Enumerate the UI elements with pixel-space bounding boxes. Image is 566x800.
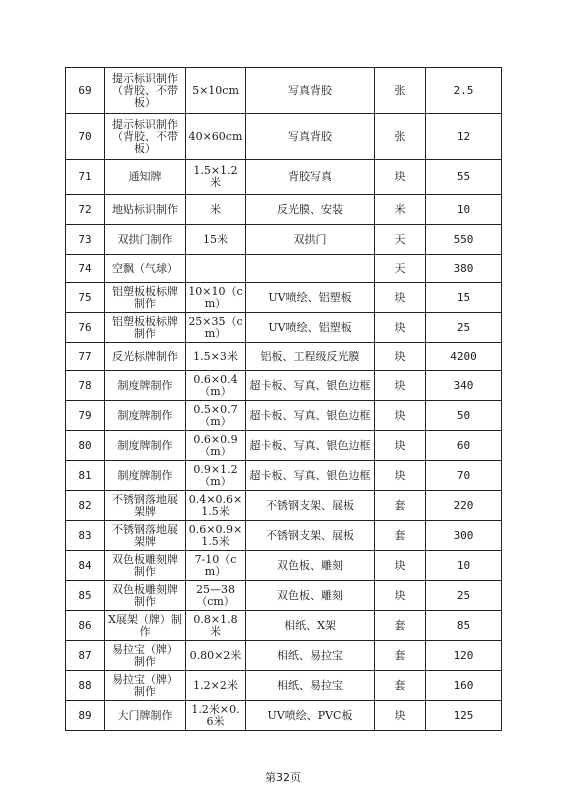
item-unit: 天 [375, 255, 426, 283]
item-spec: 0.4×0.6×1.5米 [186, 491, 246, 521]
item-material: 双色板、雕刻 [246, 581, 375, 611]
item-name: 不锈钢落地展架牌 [105, 491, 186, 521]
price-table-body [66, 68, 502, 731]
item-price: 70 [426, 461, 502, 491]
table-row [66, 491, 502, 521]
item-spec: 25—38（cm） [186, 581, 246, 611]
table-row [66, 581, 502, 611]
table-row [66, 283, 502, 313]
item-price: 2.5 [426, 68, 502, 114]
item-spec: 15米 [186, 225, 246, 255]
item-spec [186, 255, 246, 283]
table-row [66, 431, 502, 461]
row-number: 81 [66, 461, 105, 491]
item-unit: 块 [375, 551, 426, 581]
item-price: 55 [426, 160, 502, 195]
item-unit: 张 [375, 114, 426, 160]
table-row [66, 521, 502, 551]
item-material: 反光膜、安装 [246, 195, 375, 225]
table-row [66, 160, 502, 195]
item-name: 易拉宝（牌）制作 [105, 641, 186, 671]
item-material: 双拱门 [246, 225, 375, 255]
table-row [66, 68, 502, 114]
item-name: 不锈钢落地展架牌 [105, 521, 186, 551]
item-unit: 套 [375, 641, 426, 671]
item-unit: 套 [375, 671, 426, 701]
item-price: 220 [426, 491, 502, 521]
row-number: 83 [66, 521, 105, 551]
item-material: 相纸、X架 [246, 611, 375, 641]
item-spec: 0.6×0.4（m） [186, 371, 246, 401]
item-unit: 块 [375, 701, 426, 731]
price-table [65, 67, 502, 731]
item-material [246, 255, 375, 283]
item-spec: 0.6×0.9×1.5米 [186, 521, 246, 551]
item-material: 超卡板、写真、银色边框 [246, 401, 375, 431]
item-material: 相纸、易拉宝 [246, 641, 375, 671]
page-number: 第32页 [265, 771, 301, 784]
item-material: 双色板、雕刻 [246, 551, 375, 581]
item-price: 15 [426, 283, 502, 313]
item-price: 50 [426, 401, 502, 431]
item-material: UV喷绘、PVC板 [246, 701, 375, 731]
row-number: 73 [66, 225, 105, 255]
table-row [66, 401, 502, 431]
item-spec: 0.9×1.2（m） [186, 461, 246, 491]
item-spec: 10×10（cm） [186, 283, 246, 313]
item-price: 25 [426, 313, 502, 343]
row-number: 78 [66, 371, 105, 401]
item-price: 125 [426, 701, 502, 731]
item-name: 通知牌 [105, 160, 186, 195]
item-material: 写真背胶 [246, 114, 375, 160]
item-price: 340 [426, 371, 502, 401]
item-spec: 0.5×0.7（m） [186, 401, 246, 431]
item-material: UV喷绘、铝塑板 [246, 313, 375, 343]
item-name: 空飘（气球） [105, 255, 186, 283]
item-name: 提示标识制作（背胶、不带板） [105, 114, 186, 160]
item-unit: 张 [375, 68, 426, 114]
item-material: 背胶写真 [246, 160, 375, 195]
row-number: 84 [66, 551, 105, 581]
item-name: 地贴标识制作 [105, 195, 186, 225]
item-spec: 1.5×1.2米 [186, 160, 246, 195]
item-unit: 块 [375, 461, 426, 491]
row-number: 74 [66, 255, 105, 283]
item-material: 不锈钢支架、展板 [246, 521, 375, 551]
item-name: 易拉宝（牌）制作 [105, 671, 186, 701]
table-row [66, 551, 502, 581]
item-material: 不锈钢支架、展板 [246, 491, 375, 521]
item-unit: 米 [375, 195, 426, 225]
row-number: 71 [66, 160, 105, 195]
row-number: 69 [66, 68, 105, 114]
item-unit: 套 [375, 611, 426, 641]
item-spec: 0.8×1.8米 [186, 611, 246, 641]
table-row [66, 313, 502, 343]
item-name: 双色板雕刻牌制作 [105, 551, 186, 581]
item-name: X展架（牌）制作 [105, 611, 186, 641]
item-price: 550 [426, 225, 502, 255]
item-spec: 40×60cm [186, 114, 246, 160]
item-name: 制度牌制作 [105, 371, 186, 401]
item-material: 超卡板、写真、银色边框 [246, 461, 375, 491]
item-unit: 块 [375, 283, 426, 313]
table-row [66, 371, 502, 401]
item-material: UV喷绘、铝塑板 [246, 283, 375, 313]
table-row [66, 641, 502, 671]
item-spec: 5×10cm [186, 68, 246, 114]
item-price: 10 [426, 195, 502, 225]
item-unit: 天 [375, 225, 426, 255]
item-name: 铝塑板板标牌制作 [105, 283, 186, 313]
table-row [66, 701, 502, 731]
row-number: 80 [66, 431, 105, 461]
item-spec: 0.6×0.9（m） [186, 431, 246, 461]
row-number: 70 [66, 114, 105, 160]
item-spec: 7-10（cm） [186, 551, 246, 581]
item-material: 相纸、易拉宝 [246, 671, 375, 701]
item-name: 反光标牌制作 [105, 343, 186, 371]
item-material: 写真背胶 [246, 68, 375, 114]
row-number: 85 [66, 581, 105, 611]
row-number: 89 [66, 701, 105, 731]
table-row [66, 461, 502, 491]
table-row [66, 195, 502, 225]
item-unit: 块 [375, 160, 426, 195]
table-row [66, 611, 502, 641]
row-number: 87 [66, 641, 105, 671]
item-unit: 块 [375, 371, 426, 401]
item-material: 超卡板、写真、银色边框 [246, 371, 375, 401]
item-price: 12 [426, 114, 502, 160]
item-name: 双拱门制作 [105, 225, 186, 255]
item-price: 4200 [426, 343, 502, 371]
item-price: 160 [426, 671, 502, 701]
item-material: 超卡板、写真、银色边框 [246, 431, 375, 461]
table-row [66, 114, 502, 160]
row-number: 82 [66, 491, 105, 521]
row-number: 76 [66, 313, 105, 343]
item-unit: 块 [375, 401, 426, 431]
row-number: 77 [66, 343, 105, 371]
item-price: 120 [426, 641, 502, 671]
item-spec: 25×35（cm） [186, 313, 246, 343]
item-material: 铝板、工程级反光膜 [246, 343, 375, 371]
item-price: 380 [426, 255, 502, 283]
row-number: 86 [66, 611, 105, 641]
item-price: 10 [426, 551, 502, 581]
item-unit: 块 [375, 581, 426, 611]
item-price: 25 [426, 581, 502, 611]
item-name: 双色板雕刻牌制作 [105, 581, 186, 611]
item-price: 85 [426, 611, 502, 641]
item-name: 制度牌制作 [105, 461, 186, 491]
item-spec: 0.80×2米 [186, 641, 246, 671]
item-name: 制度牌制作 [105, 401, 186, 431]
item-unit: 块 [375, 313, 426, 343]
item-unit: 套 [375, 491, 426, 521]
item-spec: 1.2米×0.6米 [186, 701, 246, 731]
item-name: 提示标识制作（背胶、不带板） [105, 68, 186, 114]
row-number: 75 [66, 283, 105, 313]
table-row [66, 225, 502, 255]
item-spec: 1.2×2米 [186, 671, 246, 701]
row-number: 88 [66, 671, 105, 701]
item-name: 制度牌制作 [105, 431, 186, 461]
table-row [66, 671, 502, 701]
item-unit: 块 [375, 343, 426, 371]
item-spec: 米 [186, 195, 246, 225]
item-price: 300 [426, 521, 502, 551]
row-number: 72 [66, 195, 105, 225]
table-row [66, 255, 502, 283]
item-unit: 套 [375, 521, 426, 551]
item-name: 铝塑板板标牌制作 [105, 313, 186, 343]
item-name: 大门牌制作 [105, 701, 186, 731]
item-unit: 块 [375, 431, 426, 461]
item-price: 60 [426, 431, 502, 461]
item-spec: 1.5×3米 [186, 343, 246, 371]
table-row [66, 343, 502, 371]
row-number: 79 [66, 401, 105, 431]
